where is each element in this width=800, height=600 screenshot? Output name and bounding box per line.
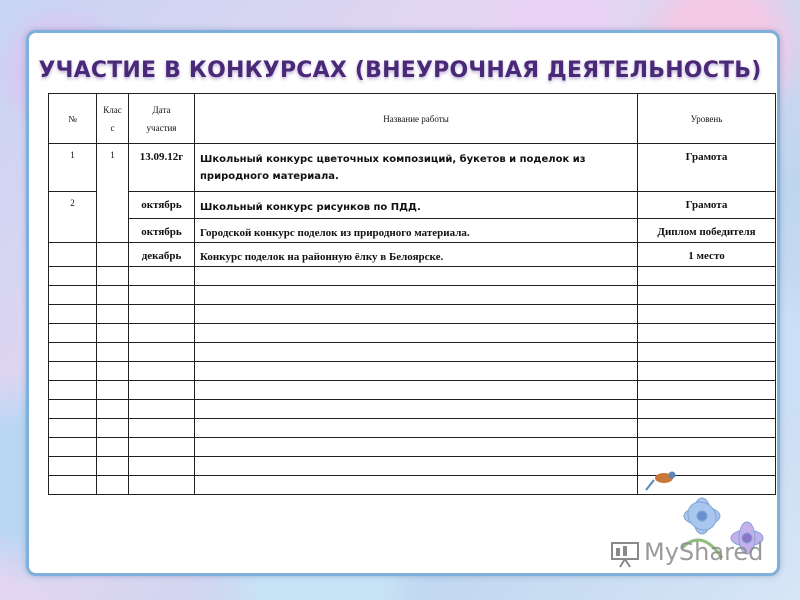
empty-table-row xyxy=(49,324,776,343)
empty-table-row xyxy=(49,286,776,305)
empty-cell xyxy=(49,400,97,419)
cell-level: 1 место xyxy=(638,243,776,267)
empty-cell xyxy=(129,343,195,362)
cell-name: Школьный конкурс цветочных композиций, букетов и поделок из природного материала. xyxy=(195,144,638,192)
empty-cell xyxy=(195,324,638,343)
empty-cell xyxy=(638,343,776,362)
empty-cell xyxy=(49,286,97,305)
empty-cell xyxy=(638,381,776,400)
empty-cell xyxy=(129,267,195,286)
empty-cell xyxy=(129,362,195,381)
header-date-line1: Дата xyxy=(152,104,171,115)
header-class xyxy=(97,94,129,144)
page-title: УЧАСТИЕ В КОНКУРСАХ (ВНЕУРОЧНАЯ ДЕЯТЕЛЬНОСТЬ) xyxy=(38,58,762,83)
empty-table-row xyxy=(49,343,776,362)
empty-cell xyxy=(49,267,97,286)
header-class-line2: с xyxy=(110,122,115,133)
cell-date: октябрь xyxy=(129,192,195,219)
empty-cell xyxy=(195,438,638,457)
empty-cell xyxy=(129,286,195,305)
cell-class xyxy=(97,243,129,267)
empty-cell xyxy=(195,267,638,286)
table-row xyxy=(49,144,776,192)
empty-cell xyxy=(49,324,97,343)
empty-cell xyxy=(638,400,776,419)
empty-cell xyxy=(97,381,129,400)
table-row xyxy=(49,192,776,219)
empty-cell xyxy=(195,476,638,495)
empty-cell xyxy=(195,343,638,362)
empty-cell xyxy=(97,419,129,438)
empty-cell xyxy=(195,362,638,381)
empty-cell xyxy=(49,305,97,324)
empty-cell xyxy=(97,305,129,324)
empty-cell xyxy=(49,438,97,457)
empty-rows xyxy=(49,267,776,495)
watermark: MyShared xyxy=(644,538,764,566)
empty-cell xyxy=(97,457,129,476)
empty-cell xyxy=(49,419,97,438)
empty-cell xyxy=(129,381,195,400)
cell-num: 1 xyxy=(49,144,97,192)
cell-num: 2 xyxy=(49,192,97,243)
empty-cell xyxy=(638,286,776,305)
empty-cell xyxy=(195,400,638,419)
table-row xyxy=(49,243,776,267)
cell-level: Грамота xyxy=(638,192,776,219)
header-name: Название работы xyxy=(195,94,638,144)
empty-cell xyxy=(97,362,129,381)
table-row xyxy=(49,219,776,243)
presentation-icon xyxy=(610,540,640,568)
empty-cell xyxy=(129,305,195,324)
empty-cell xyxy=(638,419,776,438)
empty-cell xyxy=(129,324,195,343)
empty-cell xyxy=(97,286,129,305)
empty-cell xyxy=(97,324,129,343)
empty-cell xyxy=(49,476,97,495)
empty-cell xyxy=(129,476,195,495)
empty-cell xyxy=(638,267,776,286)
empty-cell xyxy=(129,419,195,438)
empty-cell xyxy=(195,286,638,305)
empty-table-row xyxy=(49,381,776,400)
header-level: Уровень xyxy=(638,94,776,144)
empty-table-row xyxy=(49,362,776,381)
header-date-line2: участия xyxy=(146,122,177,133)
empty-cell xyxy=(97,343,129,362)
empty-table-row xyxy=(49,438,776,457)
cell-class: 1 xyxy=(97,144,129,243)
cell-name: Конкурс поделок на районную ёлку в Белоярске. xyxy=(195,243,638,267)
cell-date: октябрь xyxy=(129,219,195,243)
table-header-row xyxy=(49,94,776,144)
competitions-table xyxy=(48,93,776,495)
empty-table-row xyxy=(49,305,776,324)
empty-cell xyxy=(97,400,129,419)
empty-cell xyxy=(49,362,97,381)
empty-cell xyxy=(638,362,776,381)
bird-icon xyxy=(646,472,676,491)
empty-cell xyxy=(638,324,776,343)
empty-cell xyxy=(97,267,129,286)
cell-num xyxy=(49,243,97,267)
cell-level: Грамота xyxy=(638,144,776,192)
cell-name: Городской конкурс поделок из природного материала. xyxy=(195,219,638,243)
empty-cell xyxy=(195,419,638,438)
cell-date: 13.09.12г xyxy=(129,144,195,192)
empty-cell xyxy=(129,438,195,457)
cell-name: Школьный конкурс рисунков по ПДД. xyxy=(195,192,638,219)
empty-cell xyxy=(49,343,97,362)
empty-table-row xyxy=(49,419,776,438)
empty-cell xyxy=(129,400,195,419)
empty-cell xyxy=(49,381,97,400)
empty-cell xyxy=(49,457,97,476)
empty-cell xyxy=(129,457,195,476)
empty-cell xyxy=(638,305,776,324)
empty-table-row xyxy=(49,267,776,286)
empty-cell xyxy=(195,381,638,400)
header-num: № xyxy=(49,94,97,144)
empty-cell xyxy=(638,438,776,457)
empty-cell xyxy=(97,438,129,457)
cell-level: Диплом победителя xyxy=(638,219,776,243)
empty-cell xyxy=(195,457,638,476)
cell-date: декабрь xyxy=(129,243,195,267)
empty-cell xyxy=(97,476,129,495)
empty-cell xyxy=(195,305,638,324)
header-date xyxy=(129,94,195,144)
empty-table-row xyxy=(49,400,776,419)
header-class-line1: Клас xyxy=(103,104,122,115)
